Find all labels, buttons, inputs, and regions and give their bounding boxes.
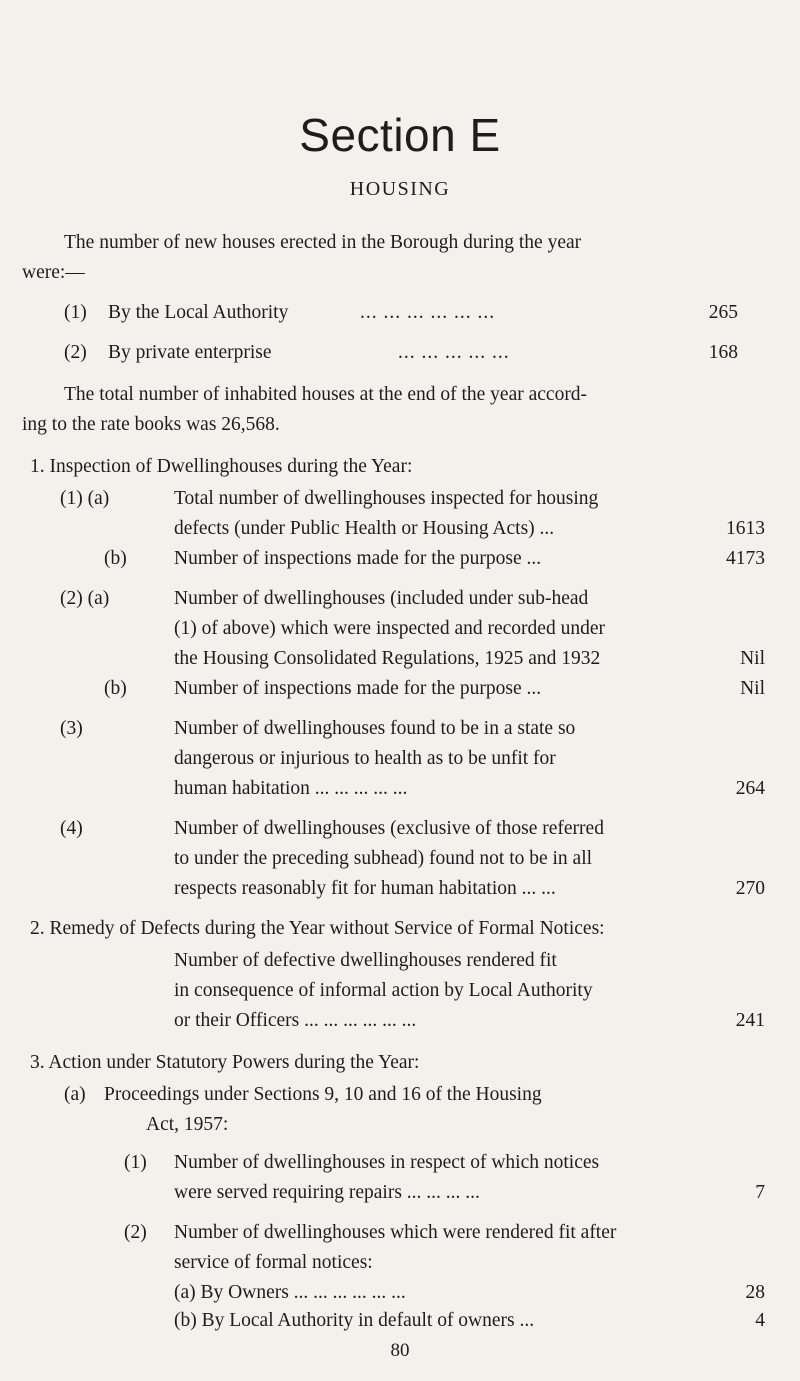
section-1-heading: 1. Inspection of Dwellinghouses during the Year: <box>30 456 413 477</box>
item-text: Number of dwellinghouses in respect of which notices <box>174 1152 600 1173</box>
section-3-heading: 3. Action under Statutory Powers during the Year: <box>30 1052 420 1073</box>
erected-item-label: (1) <box>64 302 87 323</box>
item-value: Nil <box>740 678 765 699</box>
item-text: service of formal notices: <box>174 1252 373 1273</box>
total-para-line-2: ing to the rate books was 26,568. <box>22 414 280 435</box>
section-subtitle: HOUSING <box>349 178 451 200</box>
leader-dots: ... ... ... ... ... <box>398 342 510 363</box>
item-text: Number of inspections made for the purpose ... <box>174 548 542 569</box>
erected-item-value: 168 <box>708 342 738 363</box>
item-text: in consequence of informal action by Local Authority <box>174 980 593 1001</box>
item-value: 4173 <box>726 548 765 569</box>
item-text: Act, 1957: <box>146 1114 229 1135</box>
item-text: (a) By Owners ... ... ... ... ... ... <box>174 1282 406 1303</box>
item-value: Nil <box>740 648 765 669</box>
item-text: Number of inspections made for the purpose ... <box>174 678 542 699</box>
item-text: Number of dwellinghouses which were rendered fit after <box>174 1222 617 1243</box>
intro-line-1: The number of new houses erected in the Borough during the year <box>64 232 582 253</box>
item-label: (b) <box>104 678 127 699</box>
item-text: Total number of dwellinghouses inspected for housing <box>174 488 599 509</box>
item-label: (3) <box>60 718 83 739</box>
item-text: (b) By Local Authority in default of owners ... <box>174 1310 535 1331</box>
section-2-heading: 2. Remedy of Defects during the Year without Service of Formal Notices: <box>30 918 605 939</box>
item-value: 270 <box>735 878 765 899</box>
item-text: Proceedings under Sections 9, 10 and 16 of the Housing <box>104 1084 542 1105</box>
item-text: were served requiring repairs ... ... ... ... <box>174 1182 480 1203</box>
erected-item-text: By private enterprise <box>108 342 272 363</box>
section-title: Section E <box>299 109 501 161</box>
item-value: 28 <box>745 1282 765 1303</box>
leader-dots: ... ... ... ... ... ... <box>360 302 496 323</box>
item-text: defects (under Public Health or Housing Acts) ... <box>174 518 555 539</box>
erected-item-value: 265 <box>708 302 738 323</box>
item-value: 241 <box>735 1010 765 1031</box>
page-number: 80 <box>390 1340 410 1361</box>
item-label: (1) <box>124 1152 147 1173</box>
item-value: 4 <box>755 1310 765 1331</box>
item-value: 264 <box>735 778 765 799</box>
intro-line-2: were:— <box>22 262 85 283</box>
item-text: Number of dwellinghouses (included under sub-head <box>174 588 589 609</box>
item-label: (2) <box>124 1222 147 1243</box>
item-text: or their Officers ... ... ... ... ... ... <box>174 1010 417 1031</box>
item-text: Number of defective dwellinghouses rendered fit <box>174 950 557 971</box>
item-text: human habitation ... ... ... ... ... <box>174 778 408 799</box>
total-para-line-1: The total number of inhabited houses at the end of the year accord- <box>64 384 588 405</box>
item-text: (1) of above) which were inspected and recorded under <box>174 618 605 639</box>
item-text: Number of dwellinghouses (exclusive of those referred <box>174 818 604 839</box>
item-label: (4) <box>60 818 83 839</box>
erected-item-text: By the Local Authority <box>108 302 289 323</box>
item-label: (1) (a) <box>60 488 110 509</box>
item-value: 1613 <box>726 518 765 539</box>
item-text: to under the preceding subhead) found not to be in all <box>174 848 593 869</box>
item-value: 7 <box>755 1182 765 1203</box>
item-label: (2) (a) <box>60 588 110 609</box>
item-label: (b) <box>104 548 127 569</box>
erected-item-label: (2) <box>64 342 87 363</box>
item-text: Number of dwellinghouses found to be in a state so <box>174 718 576 739</box>
item-label: (a) <box>64 1084 86 1105</box>
item-text: respects reasonably fit for human habitation ... ... <box>174 878 556 899</box>
item-text: the Housing Consolidated Regulations, 1925 and 1932 <box>174 648 601 669</box>
item-text: dangerous or injurious to health as to be unfit for <box>174 748 556 769</box>
